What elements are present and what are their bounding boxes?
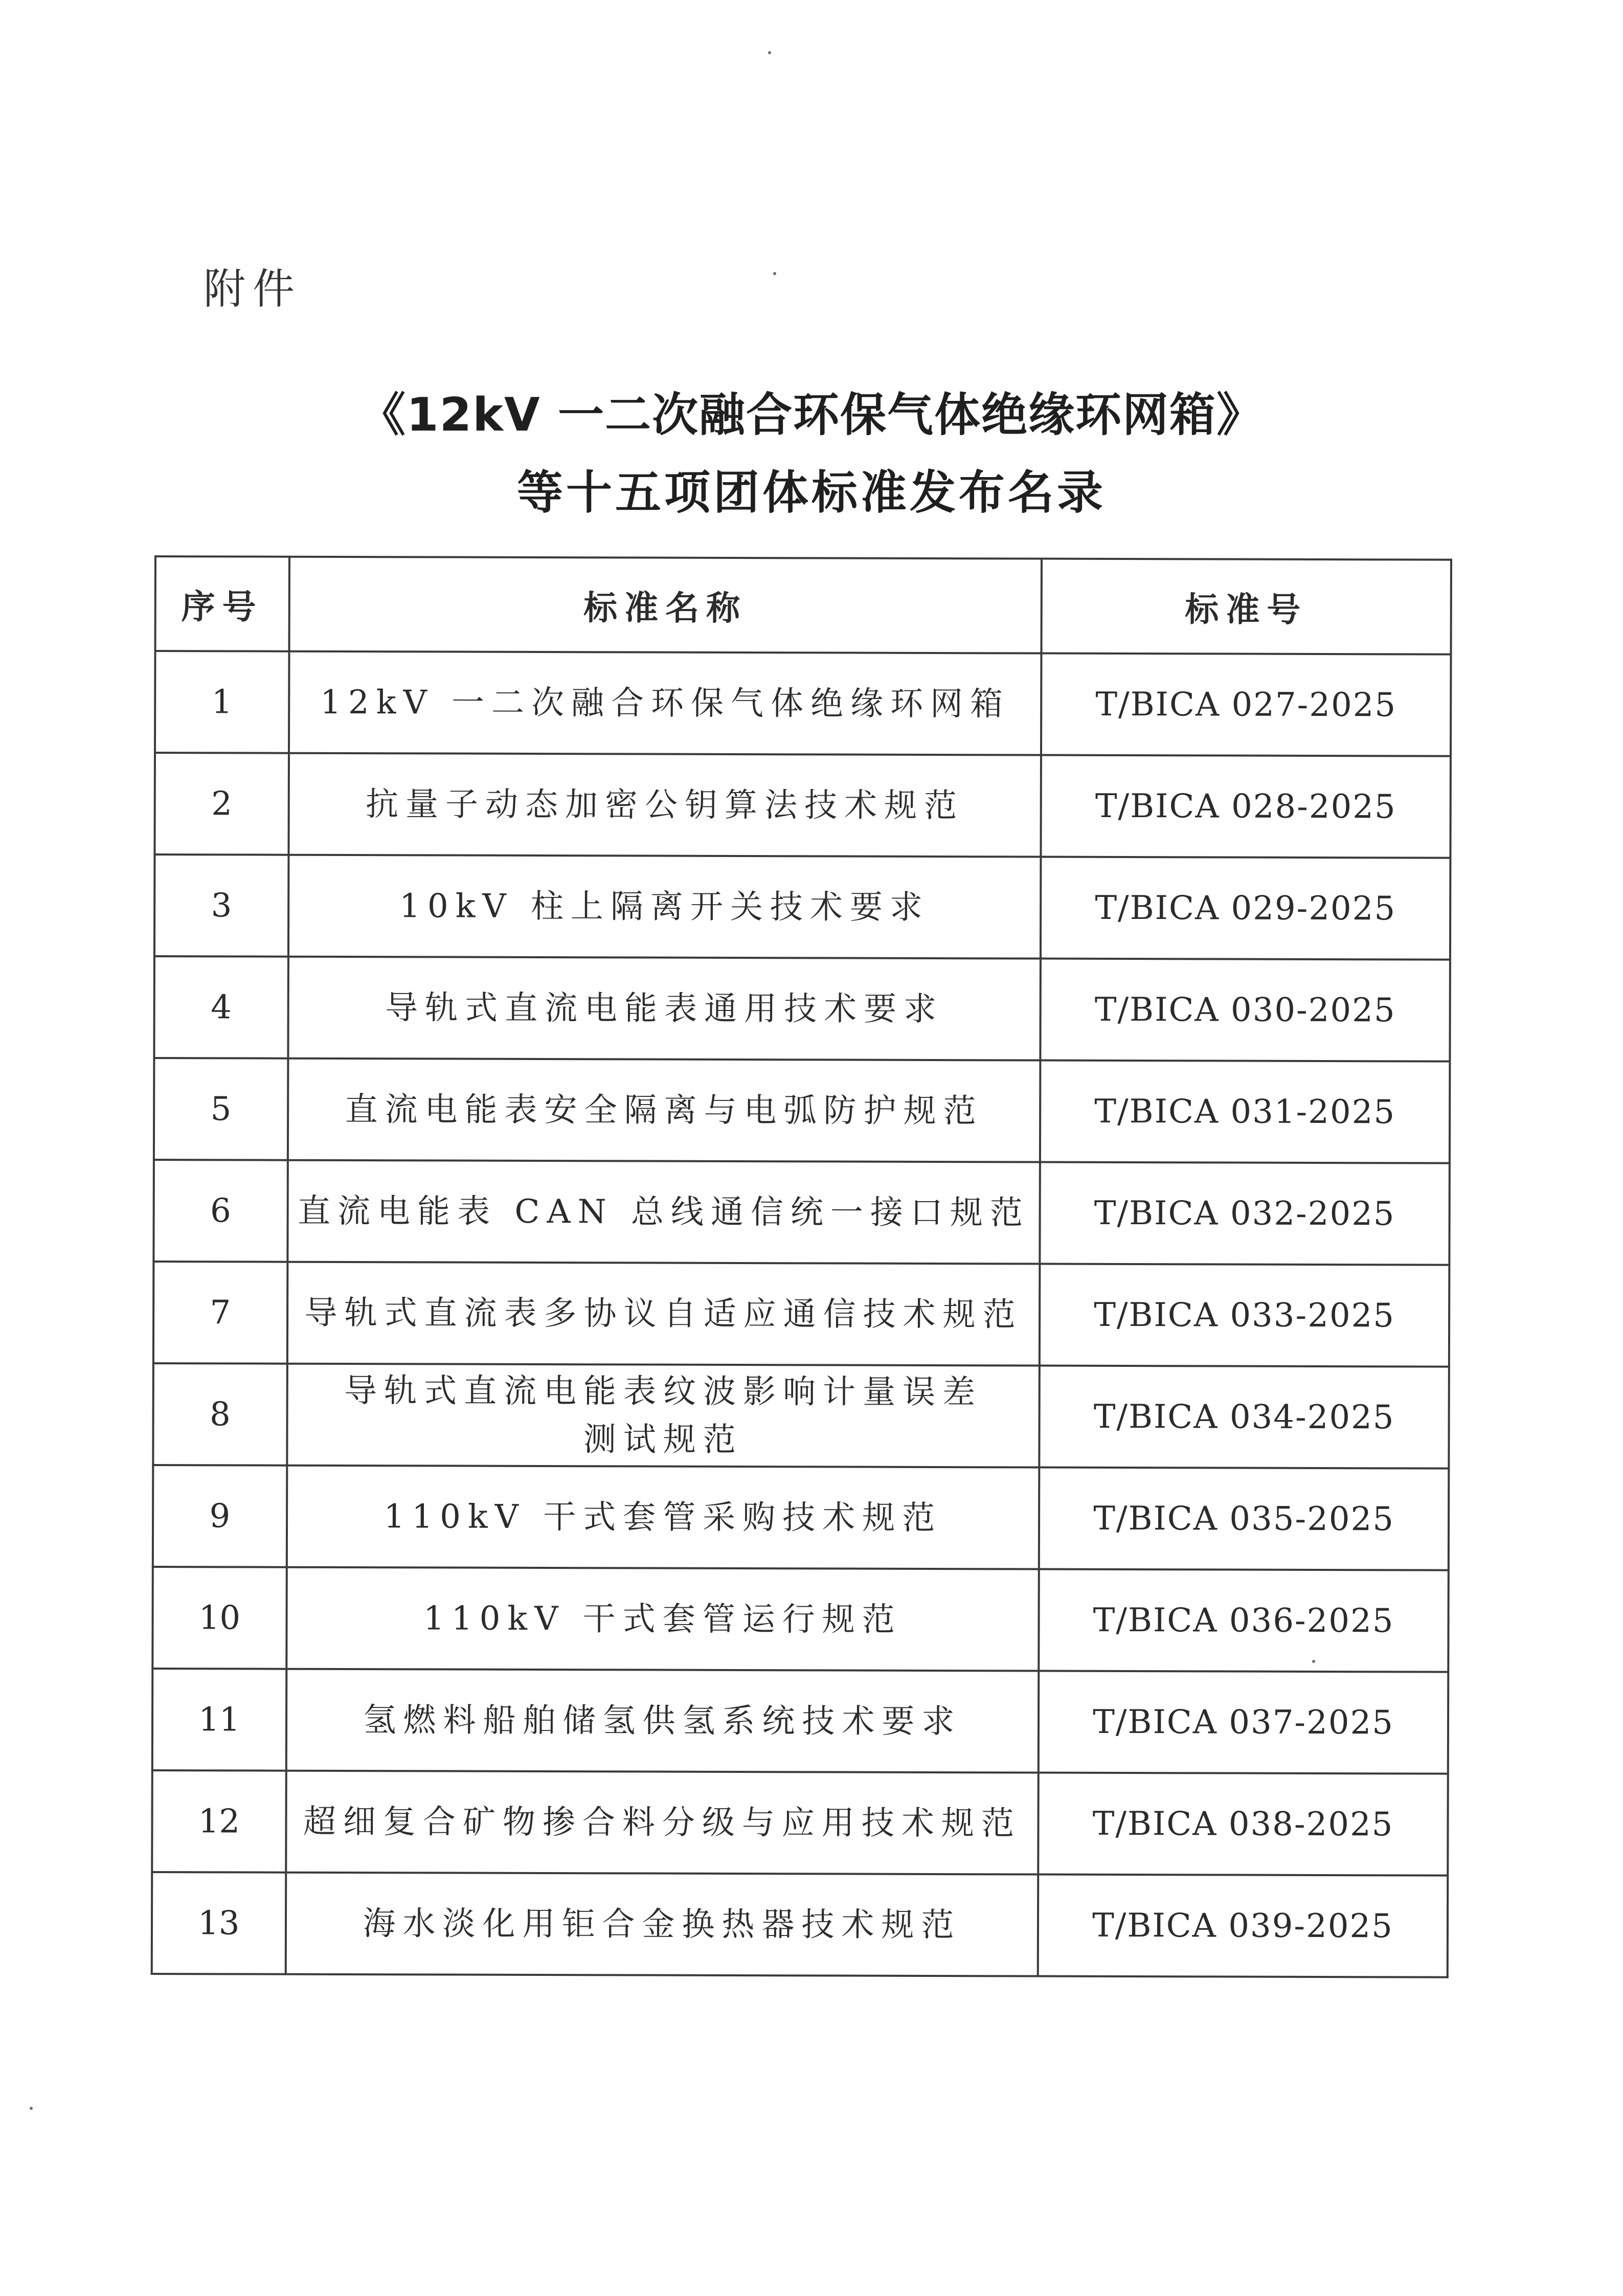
table-header-row bbox=[155, 556, 1451, 655]
cell-serial-number: 3 bbox=[154, 854, 288, 957]
standard-name-line: 直流电能表 CAN 总线通信统一接口规范 bbox=[298, 1192, 1030, 1232]
cell-standard-code: T/BICA 039-2025 bbox=[1038, 1875, 1448, 1977]
cell-serial-number: 6 bbox=[153, 1160, 287, 1262]
cell-standard-code: T/BICA 035-2025 bbox=[1039, 1468, 1449, 1570]
cell-standard-name bbox=[286, 1669, 1039, 1773]
table-row bbox=[155, 651, 1451, 756]
table-row bbox=[154, 753, 1451, 858]
cell-serial-number: 7 bbox=[153, 1262, 287, 1364]
document-title-line-2: 等十五项团体标准发布名录 bbox=[517, 466, 1106, 520]
cell-standard-code: T/BICA 032-2025 bbox=[1040, 1162, 1450, 1265]
standard-name-line: 测试规范 bbox=[583, 1420, 743, 1459]
table-row bbox=[154, 956, 1450, 1062]
cell-standard-name bbox=[289, 651, 1042, 755]
cell-serial-number: 9 bbox=[153, 1465, 287, 1567]
cell-standard-code: T/BICA 033-2025 bbox=[1040, 1264, 1449, 1367]
standard-name-line: 超细复合矿物掺合料分级与应用技术规范 bbox=[303, 1803, 1022, 1842]
standard-name-line: 抗量子动态加密公钥算法技术规范 bbox=[366, 785, 964, 825]
cell-standard-name bbox=[288, 957, 1041, 1061]
standard-name-line: 海水淡化用钜合金换热器技术规范 bbox=[363, 1904, 961, 1944]
standards-table-body bbox=[152, 651, 1451, 1977]
cell-standard-name bbox=[286, 1567, 1039, 1671]
table-row bbox=[152, 1872, 1448, 1977]
cell-standard-name bbox=[287, 1160, 1040, 1264]
cell-standard-name bbox=[288, 855, 1041, 959]
standards-table bbox=[151, 555, 1452, 1978]
cell-serial-number: 8 bbox=[153, 1363, 287, 1466]
cell-serial-number: 1 bbox=[155, 651, 289, 753]
cell-standard-name bbox=[286, 1466, 1039, 1569]
cell-standard-code: T/BICA 036-2025 bbox=[1039, 1569, 1448, 1672]
standard-name-line: 110kV 干式套管运行规范 bbox=[423, 1599, 902, 1639]
cell-serial-number: 10 bbox=[152, 1567, 286, 1669]
standard-name-line: 12kV 一二次融合环保气体绝缘环网箱 bbox=[320, 683, 1010, 723]
cell-standard-code: T/BICA 027-2025 bbox=[1041, 654, 1451, 756]
table-row bbox=[152, 1567, 1449, 1672]
cell-standard-name bbox=[285, 1873, 1038, 1976]
cell-standard-name bbox=[288, 753, 1041, 857]
cell-standard-code: T/BICA 029-2025 bbox=[1041, 857, 1450, 960]
cell-standard-code: T/BICA 030-2025 bbox=[1041, 959, 1450, 1062]
table-row bbox=[153, 1160, 1450, 1265]
table-row bbox=[154, 1058, 1450, 1163]
document-title-line-1: 《12kV 一二次融合环保气体绝缘环网箱》 bbox=[359, 388, 1264, 442]
table-row bbox=[153, 1465, 1449, 1570]
header-standard-code: 标准号 bbox=[1042, 559, 1451, 655]
cell-standard-code: T/BICA 031-2025 bbox=[1040, 1061, 1450, 1163]
cell-standard-code: T/BICA 028-2025 bbox=[1041, 755, 1451, 858]
cell-serial-number: 2 bbox=[154, 753, 288, 855]
cell-standard-code: T/BICA 037-2025 bbox=[1039, 1671, 1448, 1774]
standard-name-line: 110kV 干式套管采购技术规范 bbox=[384, 1497, 942, 1537]
header-standard-name: 标准名称 bbox=[289, 557, 1042, 654]
table-row bbox=[152, 1669, 1449, 1774]
table-row bbox=[152, 1770, 1448, 1876]
table-row bbox=[154, 854, 1451, 960]
standard-name-line: 直流电能表安全隔离与电弧防护规范 bbox=[345, 1090, 983, 1130]
cell-standard-name bbox=[287, 1262, 1040, 1366]
cell-serial-number: 11 bbox=[152, 1669, 286, 1771]
header-serial-number: 序号 bbox=[155, 556, 289, 651]
cell-standard-code: T/BICA 038-2025 bbox=[1038, 1773, 1448, 1876]
cell-standard-name bbox=[288, 1059, 1041, 1162]
cell-serial-number: 4 bbox=[154, 956, 288, 1059]
cell-standard-code: T/BICA 034-2025 bbox=[1039, 1366, 1449, 1469]
cell-standard-name bbox=[286, 1771, 1039, 1875]
standard-name-line: 导轨式直流表多协议自适应通信技术规范 bbox=[304, 1294, 1023, 1334]
table-row bbox=[153, 1363, 1449, 1469]
cell-serial-number: 13 bbox=[152, 1872, 286, 1974]
standard-name-line: 10kV 柱上隔离开关技术要求 bbox=[399, 887, 930, 927]
standard-name-line: 氢燃料船舶储氢供氢系统技术要求 bbox=[363, 1701, 962, 1741]
scan-speck bbox=[768, 51, 771, 54]
cell-serial-number: 12 bbox=[152, 1770, 286, 1873]
scan-speck bbox=[773, 272, 776, 275]
standard-name-line: 导轨式直流电能表纹波影响计量误差 bbox=[344, 1371, 983, 1411]
table-row bbox=[153, 1262, 1450, 1367]
attachment-label: 附件 bbox=[204, 265, 302, 313]
standard-name-line: 导轨式直流电能表通用技术要求 bbox=[385, 988, 944, 1028]
scan-speck bbox=[30, 2107, 33, 2110]
scan-speck bbox=[1312, 1660, 1315, 1663]
cell-serial-number: 5 bbox=[154, 1058, 288, 1160]
cell-standard-name bbox=[287, 1364, 1040, 1468]
